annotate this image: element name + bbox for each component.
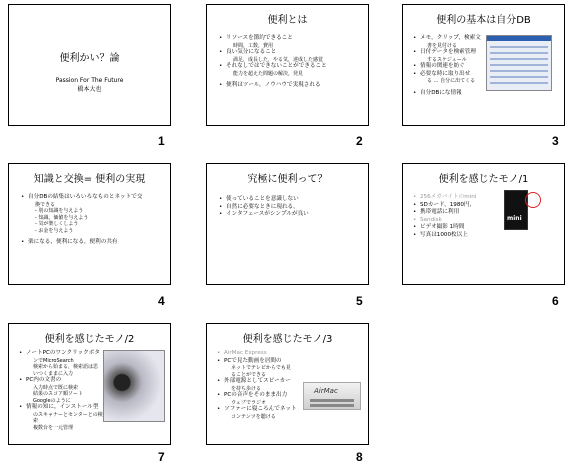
laptop-photo <box>103 350 165 422</box>
bullet: • 256メガバイトのmini <box>413 194 504 202</box>
bullet: を持ち歩ける <box>231 385 262 392</box>
device-logo: AirMac <box>314 387 338 395</box>
slide-title: 便利かい？論 <box>59 53 120 64</box>
bullet: • 写真は1000枚以上 <box>413 232 504 240</box>
bullet: - 知識，価値を与えよう <box>35 214 89 221</box>
bullet: • それなしではできないことができること <box>219 63 362 71</box>
slide-title: 便利の基本は自分DB <box>436 15 531 26</box>
slide-number-5: 5 <box>356 294 363 308</box>
bullet: - お金を与えよう <box>35 227 74 234</box>
slide-number-3: 3 <box>552 134 559 148</box>
bullet: ウェブでラジオ <box>231 399 266 406</box>
slide-thumbnail-6[interactable] <box>402 163 565 285</box>
bullet: • 日付データを検索管理 <box>413 49 490 57</box>
slide-number-2: 2 <box>356 134 363 148</box>
bullet: • リソースを節約できること <box>219 35 362 43</box>
bullet: • 楽になる，便利になる，便利の共有 <box>21 239 164 247</box>
bullet: • インタフェースがシンプルが良い <box>219 211 362 219</box>
slide-thumbnail-8[interactable] <box>206 323 369 445</box>
bullet: 検索から始まる，検索語は思 <box>33 364 99 370</box>
bullet: 書を見付ける <box>427 42 458 49</box>
bullet: • 自然に必要なときに現れる， <box>219 204 362 212</box>
bullet: 換できる <box>35 201 56 208</box>
bullet: • 外部電源としてスピーカー <box>217 378 300 386</box>
bullet: ンでMicroSearch <box>33 357 74 364</box>
bullet: る … 自分に出てくる <box>427 78 476 84</box>
slide-number-6: 6 <box>552 294 559 308</box>
bullet: 時間，工数，費用 <box>233 42 274 49</box>
bullet: Googleのように <box>33 397 71 404</box>
bullet: ネットでテレビからでも見 <box>231 365 291 371</box>
slide-thumbnail-3[interactable] <box>402 4 565 126</box>
bullet-list <box>19 350 103 431</box>
bullet: • PCで見た動画を居間の <box>217 358 300 366</box>
slide-number-4: 4 <box>158 294 165 308</box>
bullet: 結果のスコア順ソート <box>33 391 84 397</box>
slide-title: 便利とは <box>267 15 308 26</box>
bullet: • 自分DBにな情報 <box>413 90 490 98</box>
bullet: • 携帯電話に利用 <box>413 209 504 217</box>
bullet: • AirMac Express <box>217 350 300 358</box>
bullet: • Sandisk <box>413 217 504 225</box>
bullet: いつくままに入力 <box>33 370 74 377</box>
slide-title: 便利を感じたモノ/2 <box>44 334 135 345</box>
bullet: - 気が楽しくしよう <box>35 221 79 227</box>
bullet: 索 <box>33 418 39 424</box>
bullet-list <box>413 35 490 97</box>
slide-title: 知識と交換= 便利の実現 <box>33 174 146 185</box>
slide-title: 究極に便利って？ <box>247 174 328 185</box>
bullet-list <box>219 196 362 219</box>
bullet: 満足，成長した，やる気，達成した感覚 <box>233 56 324 63</box>
bullet: • ソファーに寝ころんでネット <box>217 406 300 414</box>
slide-thumbnail-1[interactable] <box>8 4 171 126</box>
bullet: • メモ，クリップ，検索文 <box>413 35 490 43</box>
slide-number-7: 7 <box>158 450 165 464</box>
slide-thumbnail-7[interactable] <box>8 323 171 445</box>
slide-number-8: 8 <box>356 450 363 464</box>
airmac-device-image <box>303 382 361 410</box>
bullet: 能力を超えた問題の解決，発見 <box>233 70 304 77</box>
bullet: • ノートPCのワンクリックボタ <box>19 350 98 358</box>
bullet: • SDカード，1980円， <box>413 202 504 210</box>
slide-subtitle: Passion For The Future <box>55 77 124 84</box>
slide-author: 橋本大也 <box>77 86 102 93</box>
memory-card-image <box>504 190 528 230</box>
bullet: • PC内の文書の <box>19 377 98 385</box>
card-label: mini <box>507 215 522 222</box>
bullet: コンテンツを聴ける <box>231 413 276 420</box>
slide-title: 便利を感じたモノ/3 <box>242 334 333 345</box>
bullet: • 便利はツール，ノウハウで実現される <box>219 82 362 90</box>
bullet: - 別の知識を与えよう <box>35 208 84 214</box>
highlight-circle <box>525 192 541 208</box>
bullet: のスキャナーとセンターとの検 <box>33 411 103 418</box>
bullet-list <box>21 194 164 247</box>
bullet: ることができる <box>231 371 267 378</box>
bullet: • 使っていることを意識しない <box>219 196 362 204</box>
slide-thumbnail-5[interactable] <box>206 163 369 285</box>
bullet: • 自分DBの結集はいろいろなものとネットで交 <box>21 194 164 202</box>
bullet-list <box>217 350 300 420</box>
slide-number-1: 1 <box>158 134 165 148</box>
bullet: 入力時点で既に検索 <box>33 384 79 391</box>
screenshot-image <box>486 35 552 91</box>
bullet: • 情報の関連を紡ぐ <box>413 63 490 71</box>
slide-title: 便利を感じたモノ/1 <box>438 174 529 185</box>
slide-thumbnail-4[interactable] <box>8 163 171 285</box>
bullet: • 情報の知に，インストール型 <box>19 404 98 412</box>
bullet: • ビデオ撮影 1時間 <box>413 224 504 232</box>
bullet-list <box>413 194 504 239</box>
slide-thumbnail-2[interactable] <box>206 4 369 126</box>
bullet-list <box>219 35 362 90</box>
bullet: • 必要な時に取り出せ <box>413 71 490 79</box>
bullet: するスケジュール <box>427 56 467 63</box>
bullet: • 良い気分になること <box>219 49 362 57</box>
bullet: • PCの音声をそのまま出力 <box>217 392 300 400</box>
bullet: 複数台を一元管理 <box>33 424 74 431</box>
